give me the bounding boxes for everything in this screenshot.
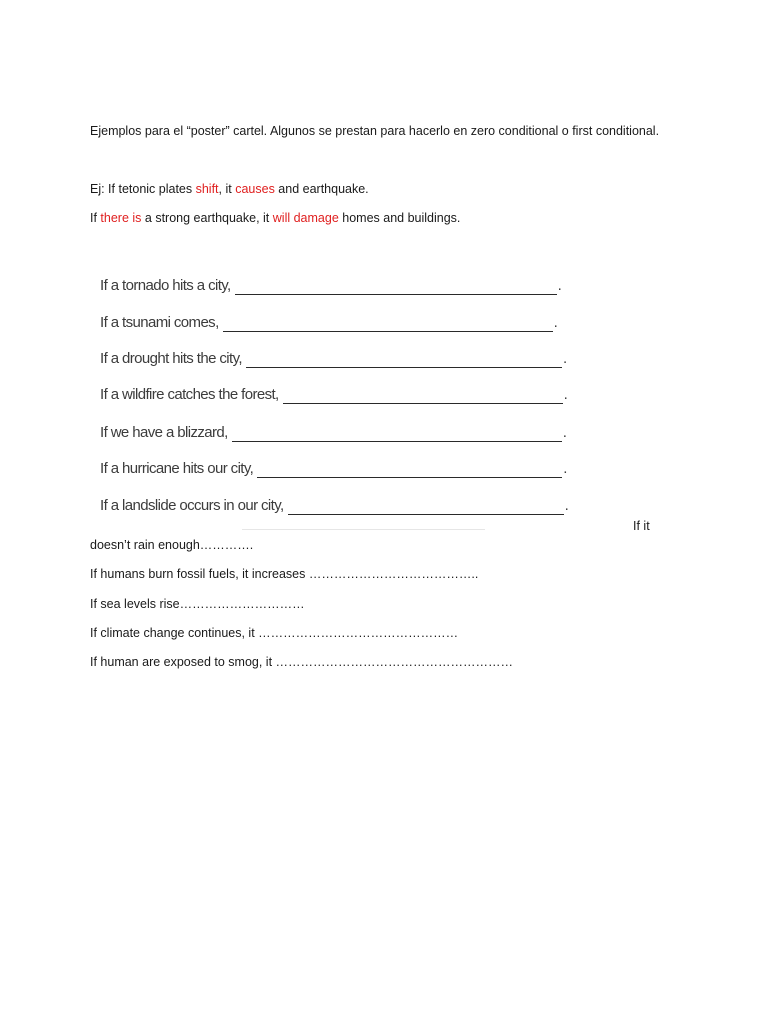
exercise-prompt: If a tornado hits a city, (100, 277, 231, 294)
prompt-fossil-fuels: If humans burn fossil fuels, it increases ………………………………….. (90, 567, 479, 581)
exercise-prompt: If a tsunami comes, (100, 314, 219, 331)
exercise-period: . (557, 277, 562, 294)
prompt-rain: doesn’t rain enough…………. (90, 538, 254, 552)
example-first-conditional (90, 210, 460, 226)
exercise-prompt: If a hurricane hits our city, (100, 460, 254, 477)
example-text: homes and buildings. (338, 211, 461, 225)
exercise-line (100, 424, 566, 442)
answer-blank[interactable] (288, 500, 564, 515)
example-text: If (90, 211, 101, 225)
prompt-climate-change: If climate change continues, it ………………………………………… (90, 626, 459, 640)
exercise-line (100, 386, 567, 404)
exercise-period: . (553, 314, 558, 331)
exercise-line (100, 350, 567, 368)
example-text: and earthquake. (274, 182, 369, 196)
divider (242, 529, 485, 530)
exercise-line (100, 497, 568, 515)
exercise-prompt: If a landslide occurs in our city, (100, 497, 284, 514)
exercise-period: . (564, 497, 569, 514)
highlight-verb: shift (195, 182, 219, 196)
exercise-prompt: If we have a blizzard, (100, 424, 228, 441)
highlight-verb: will damage (272, 211, 339, 225)
prompt-smog: If human are exposed to smog, it ………………………………………………… (90, 655, 514, 669)
example-zero-conditional (90, 181, 369, 197)
answer-blank[interactable] (246, 353, 562, 368)
prompt-if-it: If it (633, 519, 650, 533)
example-text: , it (218, 182, 236, 196)
example-text: Ej: If tetonic plates (90, 182, 196, 196)
prompt-sea-levels: If sea levels rise………………………… (90, 597, 305, 611)
answer-blank[interactable] (235, 280, 557, 295)
exercise-line (100, 314, 557, 332)
exercise-line (100, 277, 561, 295)
answer-blank[interactable] (223, 317, 553, 332)
answer-blank[interactable] (257, 463, 562, 478)
highlight-verb: causes (235, 182, 275, 196)
intro-text: Ejemplos para el “poster” cartel. Algunos se prestan para hacerlo en zero conditional o first conditional. (90, 124, 660, 138)
highlight-verb: there is (100, 211, 142, 225)
answer-blank[interactable] (232, 427, 562, 442)
exercise-period: . (563, 460, 567, 477)
exercise-period: . (563, 386, 568, 403)
exercise-prompt: If a drought hits the city, (100, 350, 242, 367)
exercise-period: . (562, 424, 567, 441)
example-text: a strong earthquake, it (141, 211, 273, 225)
exercise-prompt: If a wildfire catches the forest, (100, 386, 279, 403)
exercise-period: . (562, 350, 567, 367)
answer-blank[interactable] (283, 389, 563, 404)
exercise-line (100, 460, 567, 478)
